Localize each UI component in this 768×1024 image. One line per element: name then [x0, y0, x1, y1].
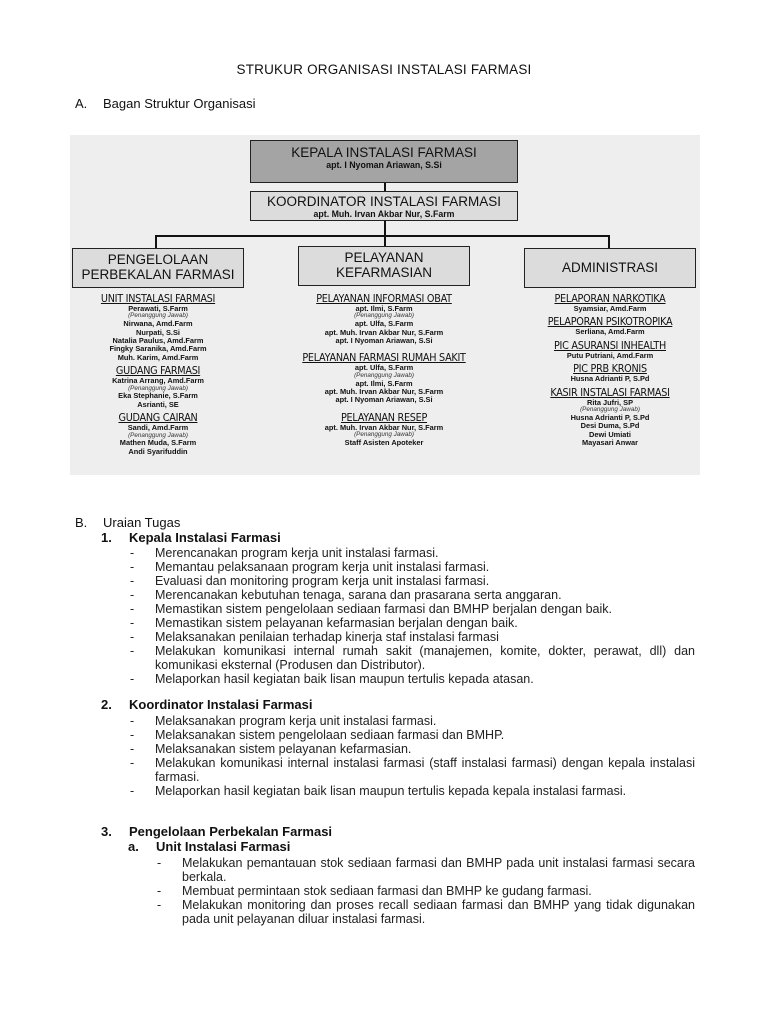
duty-bullet: - Membuat permintaan stok sediaan farmasi dan BMHP ke gudang farmasi. [155, 884, 695, 898]
division-box-pengelolaan [72, 248, 244, 288]
duty-heading-1 [101, 530, 281, 545]
unit-heading: PELAYANAN RESEP [340, 411, 428, 424]
staff-name: Rita Jufri, SP [587, 397, 633, 407]
staff-name: Mathen Muda, S.Farm [119, 438, 197, 448]
duty-bullet: - Melakukan monitoring dan proses recall sediaan farmasi dan BMHP yang tidak digunakan pada unit pelayanan diluar instalasi farmasi. [155, 898, 695, 926]
unit-heading: UNIT INSTALASI FARMASI [100, 293, 216, 305]
staff-name: Staff Asisten Apoteker [344, 438, 424, 448]
duty-number: 2. [101, 697, 112, 712]
staff-name: apt. Ilmi, S.Farm [355, 378, 413, 388]
unit-heading: PIC PRB KRONIS [573, 363, 647, 376]
duty-bullet: - Melakukan pemantauan stok sediaan farmasi dan BMHP pada unit instalasi farmasi secara berkala. [155, 856, 695, 884]
role-note: (Penanggung Jawab) [580, 406, 640, 414]
duty-number: 3. [101, 824, 112, 839]
unit-heading: PELAPORAN PSIKOTROPIKA [547, 316, 673, 329]
page-title: STRUKUR ORGANISASI INSTALASI FARMASI [236, 62, 532, 77]
division-line: PENGELOLAAN [107, 252, 209, 267]
division-box-administrasi [524, 248, 696, 288]
role-note: (Penanggung Jawab) [128, 312, 188, 320]
units-column-pengelolaan [70, 291, 246, 456]
duty-bullet: - Melakukan komunikasi internal instalasi farmasi (staff instalasi farmasi) dengan kepala instalasi farmasi. [128, 756, 695, 784]
duty-bullet: - Memastikan sistem pelayanan kefarmasian berjalan dengan baik. [128, 616, 695, 630]
connector-left [155, 235, 157, 249]
staff-name: Fingky Saranika, Amd.Farm [109, 344, 207, 354]
division-line: PELAYANAN [344, 250, 424, 265]
staff-name: Desi Duma, S.Pd [580, 421, 640, 431]
staff-name: Husna Adrianti P, S.Pd [570, 412, 650, 422]
staff-name: Sandi, Amd.Farm [127, 423, 189, 433]
staff-name: apt. Muh. Irvan Akbar Nur, S.Farm [324, 327, 444, 337]
unit-heading: PELAYANAN INFORMASI OBAT [316, 293, 452, 305]
staff-name: apt. Ulfa, S.Farm [354, 363, 414, 373]
role-note: (Penanggung Jawab) [354, 431, 414, 439]
staff-name: Husna Adrianti P, S.Pd [570, 374, 650, 384]
duty-bullet: - Melaksanakan program kerja unit instalasi farmasi. [128, 714, 695, 728]
duty-bullet: - Melaksanakan penilaian terhadap kinerja staf instalasi farmasi [128, 630, 695, 644]
section-b-heading [75, 515, 180, 530]
duty-title: Kepala Instalasi Farmasi [129, 530, 281, 545]
section-a-number: A. [75, 96, 88, 111]
staff-name: Muh. Karim, Amd.Farm [117, 352, 199, 362]
staff-name: Nirwana, Amd.Farm [123, 319, 193, 329]
units-column-administrasi [522, 291, 698, 447]
duty-sub-title: Unit Instalasi Farmasi [156, 839, 291, 854]
staff-name: Mayasari Anwar [581, 438, 638, 448]
duty-bullet: - Merencanakan kebutuhan tenaga, sarana dan prasarana serta anggaran. [128, 588, 695, 602]
duty-number: 1. [101, 530, 112, 545]
head-name: apt. I Nyoman Ariawan, S.Si [326, 160, 442, 170]
units-column-pelayanan [290, 291, 478, 447]
duty-bullet: - Merencanakan program kerja unit instalasi farmasi. [128, 546, 695, 560]
section-b-number: B. [75, 515, 88, 530]
duty-bullet: - Melaksanakan sistem pengelolaan sediaan farmasi dan BMHP. [128, 728, 695, 742]
connector-coord-bus [384, 220, 386, 236]
staff-name: Putu Putriani, Amd.Farm [566, 350, 654, 360]
staff-name: Syamsiar, Amd.Farm [573, 304, 647, 313]
staff-name: apt. Ilmi, S.Farm [355, 304, 413, 313]
division-line: PERBEKALAN FARMASI [81, 267, 235, 282]
staff-name: Andi Syarifuddin [128, 446, 188, 456]
staff-name: apt. Ulfa, S.Farm [354, 319, 414, 329]
duty-title: Pengelolaan Perbekalan Farmasi [129, 824, 333, 839]
duty-bullet: - Melakukan komunikasi internal rumah sakit (manajemen, komite, dokter, perawat, dll) dan komunikasi eksternal (Produsen dan Distributor). [128, 644, 695, 672]
duty-bullet: - Memantau pelaksanaan program kerja unit instalasi farmasi. [128, 560, 695, 574]
role-note: (Penanggung Jawab) [128, 431, 188, 439]
duty-bullet: - Memastikan sistem pengelolaan sediaan farmasi dan BMHP berjalan dengan baik. [128, 602, 695, 616]
unit-heading: GUDANG FARMASI [115, 365, 201, 378]
staff-name: apt. I Nyoman Ariawan, S.Si [335, 395, 433, 405]
section-a-title: Bagan Struktur Organisasi [103, 96, 256, 111]
section-a-heading [75, 96, 255, 111]
unit-heading: PELAPORAN NARKOTIKA [554, 293, 666, 305]
duty-list-2 [128, 714, 695, 798]
duty-title: Koordinator Instalasi Farmasi [129, 697, 313, 712]
connector-right [608, 235, 610, 249]
section-b-title: Uraian Tugas [103, 515, 181, 530]
staff-name: Dewi Umiati [589, 429, 631, 439]
staff-name: Perawati, S.Farm [128, 304, 188, 313]
coordinator-name: apt. Muh. Irvan Akbar Nur, S.Farm [313, 209, 455, 219]
division-line: ADMINISTRASI [561, 260, 658, 275]
duty-subheading-3a [128, 839, 290, 854]
head-box [250, 140, 518, 183]
coordinator-title: KOORDINATOR INSTALASI FARMASI [266, 194, 502, 209]
staff-name: Katrina Arrang, Amd.Farm [112, 376, 204, 386]
duty-bullet: - Melaporkan hasil kegiatan baik lisan maupun tertulis kepada atasan. [128, 672, 695, 686]
staff-name: Eka Stephanie, S.Farm [118, 391, 198, 401]
duty-sub-number: a. [128, 839, 139, 854]
duty-heading-3 [101, 824, 332, 839]
staff-name: Serliana, Amd.Farm [575, 327, 645, 337]
coordinator-box [250, 191, 518, 221]
staff-name: Asrianti, SE [137, 399, 179, 409]
duty-bullet: - Melaksanakan sistem pelayanan kefarmasian. [128, 742, 695, 756]
staff-name: apt. Muh. Irvan Akbar Nur, S.Farm [324, 387, 444, 397]
division-line: KEFARMASIAN [335, 265, 433, 280]
role-note: (Penanggung Jawab) [128, 384, 188, 392]
duty-list-1 [128, 546, 695, 686]
staff-name: Nurpati, S.Si [136, 327, 180, 337]
unit-heading: PELAYANAN FARMASI RUMAH SAKIT [302, 352, 466, 365]
role-note: (Penanggung Jawab) [354, 312, 414, 320]
org-chart [70, 135, 700, 475]
duty-list-3a [155, 856, 695, 926]
division-box-pelayanan [298, 246, 470, 286]
head-title: KEPALA INSTALASI FARMASI [291, 145, 477, 160]
duty-bullet: - Melaporkan hasil kegiatan baik lisan maupun tertulis kepada kepala instalasi farmasi. [128, 784, 695, 798]
duty-bullet: - Evaluasi dan monitoring program kerja unit instalasi farmasi. [128, 574, 695, 588]
duty-heading-2 [101, 697, 313, 712]
unit-heading: KASIR INSTALASI FARMASI [550, 386, 670, 399]
connector-bus [155, 235, 610, 237]
staff-name: apt. Muh. Irvan Akbar Nur, S.Farm [324, 422, 444, 432]
unit-heading: GUDANG CAIRAN [118, 412, 198, 425]
role-note: (Penanggung Jawab) [354, 371, 414, 379]
unit-heading: PIC ASURANSI INHEALTH [554, 339, 666, 352]
connector-head-coord [384, 183, 386, 191]
staff-name: Natalia Paulus, Amd.Farm [112, 336, 204, 346]
staff-name: apt. I Nyoman Ariawan, S.Si [335, 336, 433, 346]
